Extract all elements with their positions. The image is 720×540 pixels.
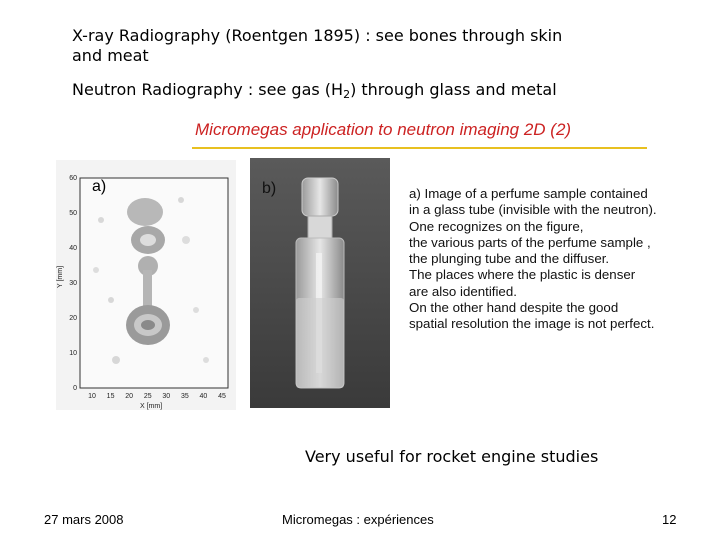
y-tick-label: 0: [73, 385, 77, 392]
y-tick-label: 20: [69, 315, 77, 322]
h2-subscript: 2: [343, 88, 351, 101]
x-tick-label: 15: [106, 393, 115, 400]
x-axis-ticks: [88, 393, 226, 400]
footer-title: Micromegas : expériences: [282, 512, 434, 527]
y-axis-label: Y [mm]: [57, 265, 64, 288]
rocket-note: Very useful for rocket engine studies: [305, 447, 599, 466]
y-axis-ticks: [69, 175, 77, 392]
caption-line: On the other hand despite the good: [409, 300, 619, 316]
panel-a-label: a): [92, 178, 107, 195]
x-axis-label: X [mm]: [140, 403, 163, 410]
neutron-text-prefix: Neutron Radiography : see gas (H: [72, 80, 344, 99]
caption-line: The places where the plastic is denser: [409, 267, 636, 283]
title-underline: [192, 147, 647, 149]
radiograph-panel: [56, 160, 236, 410]
caption-line: in a glass tube (invisible with the neutron).: [409, 202, 657, 218]
y-tick-label: 40: [69, 245, 77, 252]
x-tick-label: 20: [125, 393, 134, 400]
x-tick-label: 40: [199, 393, 208, 400]
figure-title: Micromegas application to neutron imaging 2D (2): [195, 120, 572, 139]
page-number: 12: [662, 512, 677, 527]
y-tick-label: 30: [69, 280, 77, 287]
caption-line: are also identified.: [409, 283, 517, 299]
x-tick-label: 35: [180, 393, 189, 400]
caption-line: spatial resolution the image is not perfect.: [409, 316, 655, 332]
y-tick-label: 10: [69, 350, 77, 357]
caption-line: the plunging tube and the diffuser.: [409, 251, 610, 267]
xray-text: X-ray Radiography (Roentgen 1895) : see bones through skin and meat: [72, 26, 563, 65]
x-tick-label: 30: [162, 393, 171, 400]
caption-line: One recognizes on the figure,: [409, 218, 584, 234]
panel-b-label: b): [262, 180, 277, 197]
y-tick-label: 50: [69, 210, 77, 217]
footer-date: 27 mars 2008: [44, 512, 124, 527]
x-tick-label: 45: [218, 393, 226, 400]
neutron-text: [72, 80, 557, 105]
x-tick-label: 25: [143, 393, 152, 400]
neutron-text-suffix: ) through glass and metal: [350, 80, 557, 99]
y-tick-label: 60: [69, 175, 77, 182]
caption-line: the various parts of the perfume sample ,: [409, 234, 651, 250]
radiograph-plot: [56, 160, 236, 410]
caption-line: a) Image of a perfume sample contained: [409, 186, 648, 201]
figure-caption: [409, 186, 679, 333]
x-tick-label: 10: [88, 393, 96, 400]
